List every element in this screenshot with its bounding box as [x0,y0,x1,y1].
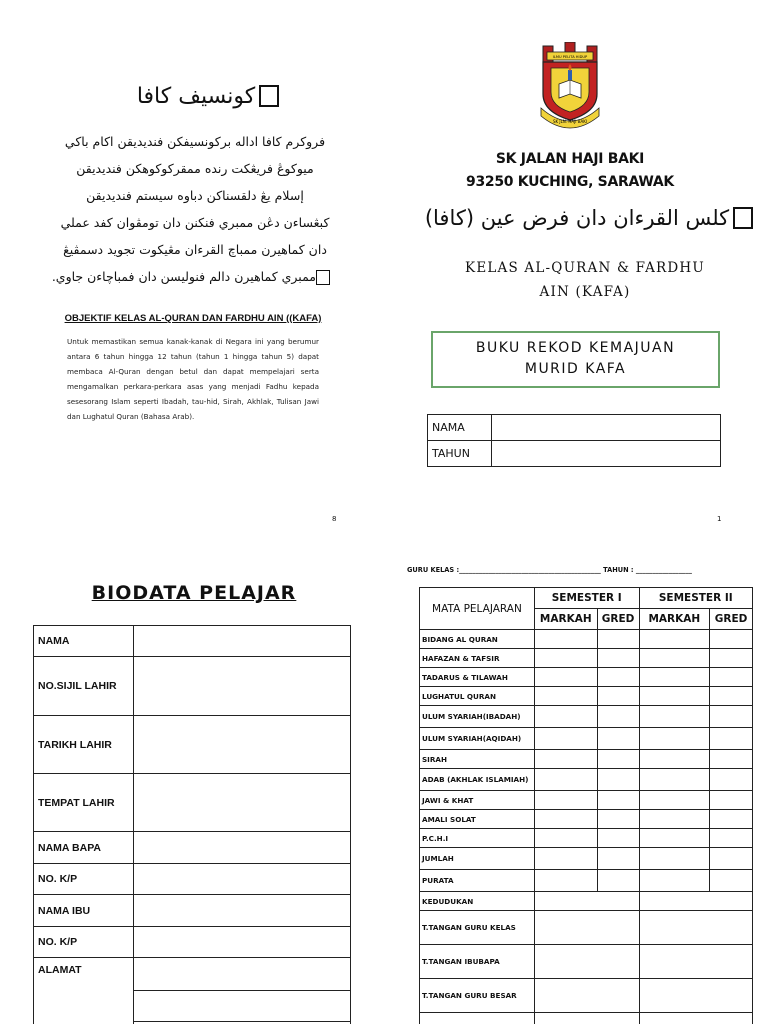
jawi-title-text: كونسيف كافا [136,83,256,109]
mark-cell[interactable] [534,649,597,668]
table-row [34,958,351,991]
mark-cell[interactable] [639,769,710,791]
school-name: SK JALAN HAJI BAKI [495,151,645,167]
kelas-title-line2: AIN (KAFA) [539,284,631,300]
table-row [420,979,753,1013]
jawi-line: ممبري كماهيرن دالم فنوليسن دان فمباچاءن جاوي. [51,269,316,284]
summary-label: T.TANGAN GURU BESAR [420,979,535,1013]
kelas-title [440,256,730,304]
biodata-field[interactable] [134,657,351,716]
mark-cell[interactable] [639,687,710,706]
table-row [420,668,753,687]
mark-cell[interactable] [639,810,710,829]
table-row [34,626,351,657]
semester-1-cell[interactable] [534,979,639,1013]
school-postcode-city: 93250 KUCHING, SARAWAK [466,174,674,190]
jawi-line-last [51,263,330,290]
biodata-table [33,625,351,1024]
subject-label: ULUM SYARIAH(AQIDAH) [420,728,535,750]
grade-cell[interactable] [710,649,753,668]
mark-cell[interactable] [639,829,710,848]
biodata-field[interactable] [134,991,351,1022]
gred-header: GRED [710,609,753,630]
jawi-line: ميوكوڠ فريڠكت رنده ممقركوكوهكن فنديديقن [76,161,314,176]
table-row [420,810,753,829]
rekod-title-line2: MURID KAFA [524,361,627,377]
table-row [34,864,351,895]
table-row [420,829,753,848]
subject-label: HAFAZAN & TAFSIR [420,649,535,668]
table-row [420,649,753,668]
table-row [420,687,753,706]
semester-1-cell[interactable] [534,945,639,979]
mark-cell[interactable] [534,829,597,848]
mark-cell[interactable] [639,791,710,810]
grade-cell[interactable] [597,829,639,848]
biodata-label: NO. K/P [34,927,134,958]
table-row [34,716,351,774]
semester-1-header: SEMESTER I [534,588,639,609]
table-row [420,750,753,769]
grade-cell[interactable] [710,769,753,791]
jawi-line: كبڠساءن دڠن ممبري فنكنن دان تومڤوان كفد عملي [60,215,330,230]
jawi-title [118,76,298,116]
mark-cell[interactable] [639,848,710,870]
mark-cell[interactable] [639,728,710,750]
objective-text: Untuk memastikan semua kanak-kanak di Negara ini yang berumur antara 6 tahun hingga 12 tahun (tahun 1 hingga tahun 5) dapat membaca Al-Quran dengan betul dan dapat mempelajari serta mengamalkan perkara-perkara asas yang menjadi Fadhu kepada sesesorang Islam seperti Ibadah, tau-hid, Sirah, Akhlak, Tulisan Jawi dan Lughatul Quran (Bahasa Arab). [67,337,319,421]
small-square-icon [316,270,330,285]
mark-cell[interactable] [534,769,597,791]
gred-header: GRED [597,609,639,630]
jawi-paragraph [51,128,330,290]
arabic-title-text: كلس القرءان دان فرض عين (كافا) [424,206,730,230]
grade-cell[interactable] [597,750,639,769]
mark-cell[interactable] [534,791,597,810]
subject-label: JAWI & KHAT [420,791,535,810]
table-row [420,911,753,945]
biodata-label: NAMA BAPA [34,832,134,864]
logo-ribbon-text: SK JLN. HAJI BAKI [552,119,588,124]
subject-label: ADAB (AKHLAK ISLAMIAH) [420,769,535,791]
school-address [460,148,680,194]
table-row [34,774,351,832]
grade-cell[interactable] [710,668,753,687]
grade-cell[interactable] [710,791,753,810]
grade-cell[interactable] [597,810,639,829]
semester-2-cell[interactable] [639,979,752,1013]
table-row [420,848,753,870]
biodata-label: NO.SIJIL LAHIR [34,657,134,716]
biodata-label: ALAMAT [34,958,134,1024]
mark-cell[interactable] [639,649,710,668]
grade-cell[interactable] [597,791,639,810]
semester-2-cell[interactable] [639,892,752,911]
mark-cell[interactable] [534,728,597,750]
mark-cell[interactable] [534,750,597,769]
subject-label: TADARUS & TILAWAH [420,668,535,687]
biodata-label: TEMPAT LAHIR [34,774,134,832]
semester-2-cell[interactable] [639,945,752,979]
mark-cell[interactable] [639,750,710,769]
mark-cell[interactable] [534,706,597,728]
grade-cell[interactable] [597,769,639,791]
table-row [420,630,753,649]
nama-field[interactable] [492,415,721,441]
summary-label-empty [420,1013,535,1024]
biodata-label: NAMA [34,626,134,657]
grade-cell[interactable] [710,848,753,870]
biodata-field[interactable] [134,774,351,832]
page-number-right: 1 [717,515,722,523]
subject-label: AMALI SOLAT [420,810,535,829]
semester-1-cell[interactable] [534,911,639,945]
grade-cell[interactable] [597,728,639,750]
checkbox-square-icon [733,207,753,229]
grade-cell[interactable] [597,706,639,728]
grade-cell[interactable] [710,750,753,769]
subject-label: JUMLAH [420,848,535,870]
tahun-field[interactable] [492,441,721,467]
kelas-title-line1: KELAS AL-QURAN & FARDHU [465,260,705,276]
biodata-field[interactable] [134,927,351,958]
biodata-field[interactable] [134,958,351,991]
biodata-field[interactable] [134,626,351,657]
checkbox-square-icon [259,85,279,107]
rekod-title-box [431,331,720,388]
mark-cell[interactable] [534,668,597,687]
grade-cell[interactable] [597,687,639,706]
markah-header: MARKAH [534,609,597,630]
mark-cell[interactable] [534,870,597,892]
summary-label: T.TANGAN IBUBAPA [420,945,535,979]
jawi-line: فروكرم كافا اداله بركونسيفكن فنديديقن اكام باكي [64,134,326,149]
subject-label: LUGHATUL QURAN [420,687,535,706]
grade-cell[interactable] [597,848,639,870]
nama-label: NAMA [428,415,492,441]
biodata-title: BIODATA PELAJAR [91,582,297,604]
biodata-field[interactable] [134,864,351,895]
mark-cell[interactable] [534,630,597,649]
semester-2-cell[interactable] [639,911,752,945]
logo-motto: ILMU PELITA HIDUP [552,55,588,59]
grade-cell[interactable] [710,870,753,892]
student-name-table [427,414,721,467]
table-row [420,892,753,911]
grade-cell[interactable] [710,706,753,728]
grade-cell[interactable] [710,810,753,829]
subject-label: BIDANG AL QURAN [420,630,535,649]
page-number-left: 8 [332,515,337,523]
mark-cell[interactable] [534,687,597,706]
subject-label: PURATA [420,870,535,892]
biodata-label: TARIKH LAHIR [34,716,134,774]
biodata-label: NO. K/P [34,864,134,895]
table-row [34,927,351,958]
mark-cell[interactable] [534,810,597,829]
mark-cell[interactable] [639,668,710,687]
rekod-title-line1: BUKU REKOD KEMAJUAN [475,340,676,356]
objective-heading: OBJEKTIF KELAS AL-QURAN DAN FARDHU AIN ((KAFA) [64,313,322,324]
semester-2-cell[interactable] [639,1013,752,1024]
semester-1-cell[interactable] [534,892,639,911]
subject-label: P.C.H.I [420,829,535,848]
mark-cell[interactable] [534,848,597,870]
grade-cell[interactable] [597,649,639,668]
semester-1-cell[interactable] [534,1013,639,1024]
grade-cell[interactable] [710,829,753,848]
mark-cell[interactable] [639,870,710,892]
table-row [420,728,753,750]
grade-cell[interactable] [710,630,753,649]
marks-table [419,587,753,1024]
table-row [420,769,753,791]
table-row [420,791,753,810]
arabic-title [424,198,754,238]
grade-cell[interactable] [710,728,753,750]
grade-cell[interactable] [597,870,639,892]
biodata-field[interactable] [134,895,351,927]
mark-cell[interactable] [639,630,710,649]
summary-label: T.TANGAN GURU KELAS [420,911,535,945]
table-row [428,415,721,441]
semester-2-header: SEMESTER II [639,588,752,609]
table-row [420,870,753,892]
school-crest-logo [537,42,603,130]
mata-pelajaran-header: MATA PELAJARAN [420,588,535,630]
guru-kelas-line: GURU KELAS :___________________________________________ TAHUN : _________________ [407,566,692,574]
grade-cell[interactable] [597,668,639,687]
biodata-field[interactable] [134,716,351,774]
table-row [34,832,351,864]
tahun-label: TAHUN [428,441,492,467]
jawi-line: إسلام يڠ دلقسناكن دباوه سيستم فنديديقن [86,188,304,203]
mark-cell[interactable] [639,706,710,728]
table-row [34,657,351,716]
subject-label: SIRAH [420,750,535,769]
markah-header: MARKAH [639,609,710,630]
table-row [428,441,721,467]
jawi-line: دان كماهيرن ممباچ القرءان مڠيكوت تجويد دسمڤيڠ [63,242,327,257]
table-header-row [420,588,753,609]
grade-cell[interactable] [597,630,639,649]
table-row [420,1013,753,1024]
table-row [34,895,351,927]
biodata-field[interactable] [134,832,351,864]
summary-label: KEDUDUKAN [420,892,535,911]
table-row [420,945,753,979]
grade-cell[interactable] [710,687,753,706]
biodata-label: NAMA IBU [34,895,134,927]
subject-label: ULUM SYARIAH(IBADAH) [420,706,535,728]
table-row [420,706,753,728]
